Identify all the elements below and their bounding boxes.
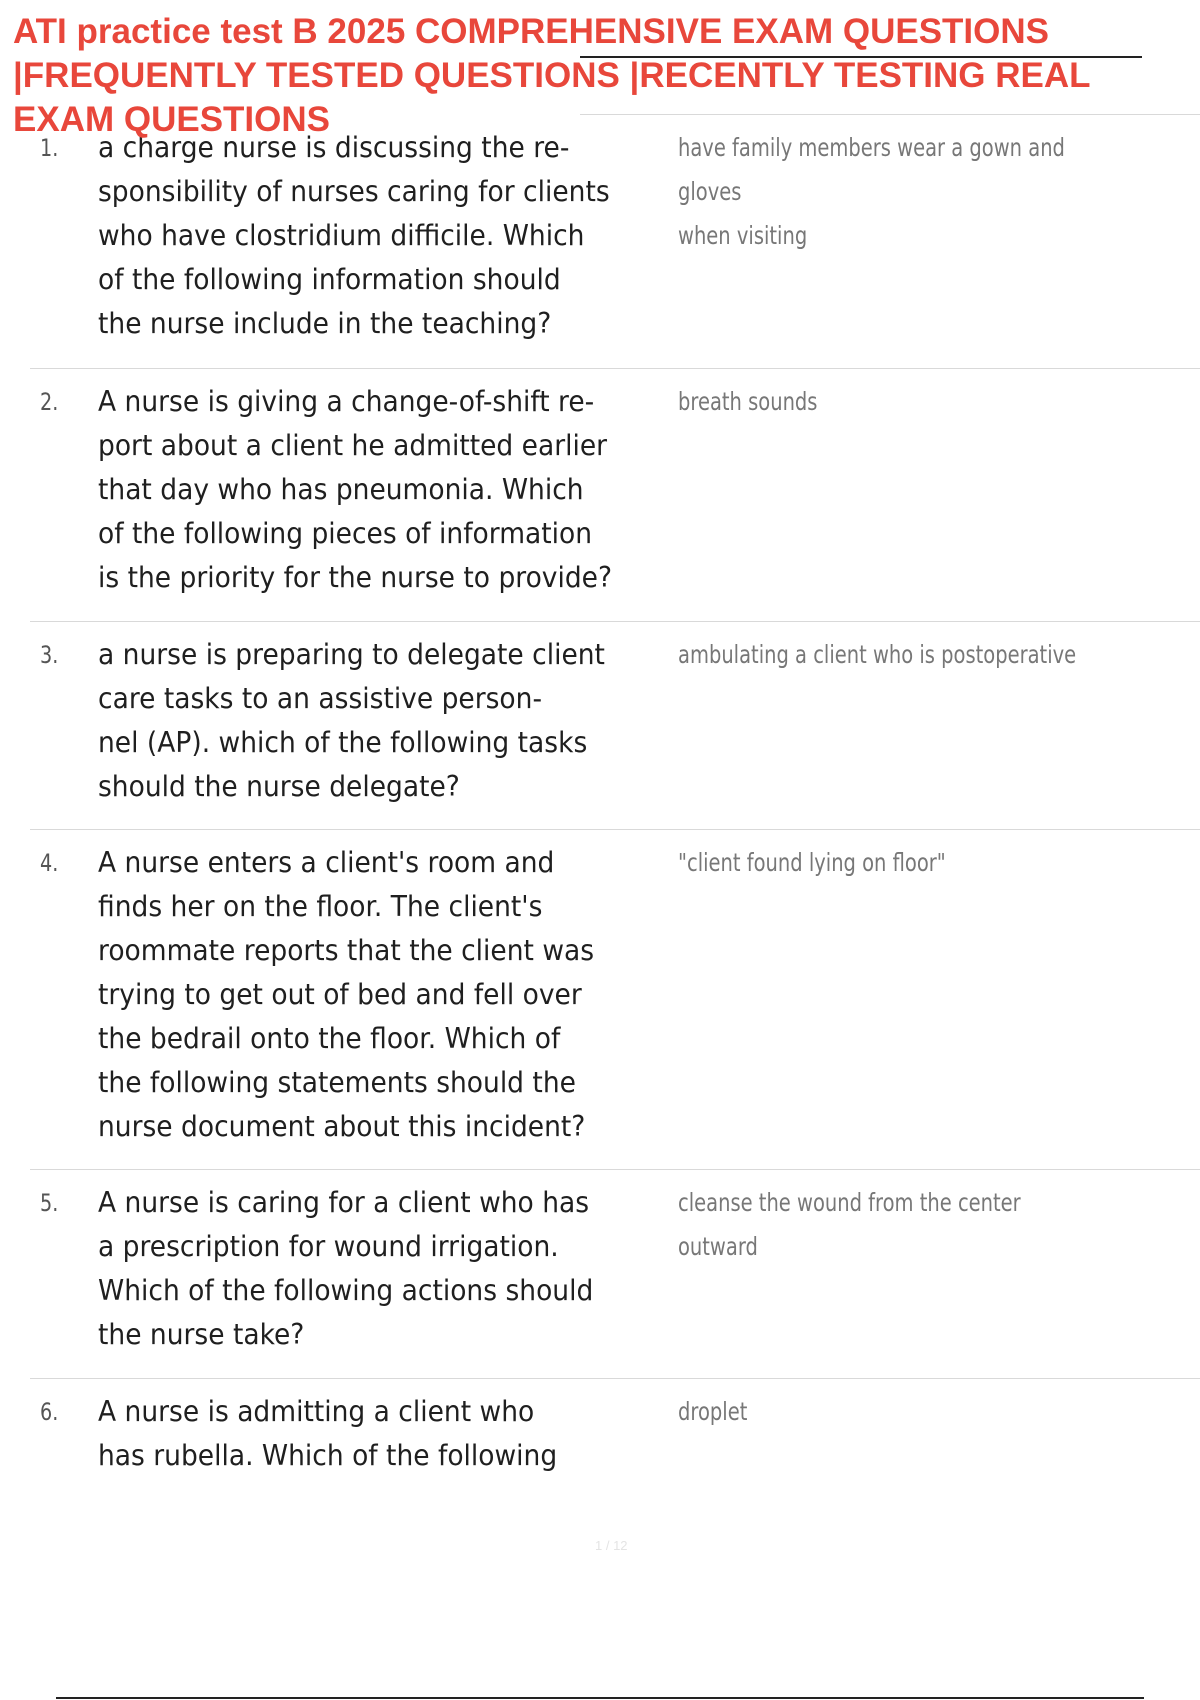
question-text: A nurse enters a client's room and finds her on the floor. The client's roommate reports that the client was trying to get out of bed and fell over the bedrail onto the floor. Which of the following statements should the nurse document about this incident? (98, 846, 595, 1143)
row-divider (30, 1169, 1200, 1170)
row-divider (30, 368, 1200, 369)
question-text: A nurse is caring for a client who has a prescription for wound irrigation. Which of the following actions should the nurse take? (98, 1186, 594, 1351)
question-number: 4. (40, 849, 59, 877)
page-number: 1 / 12 (595, 1538, 628, 1553)
row-divider (30, 829, 1200, 830)
question-text: A nurse is admitting a client who has rubella. Which of the following (98, 1395, 558, 1472)
answer-text: ambulating a client who is postoperative (678, 640, 1077, 669)
answer-text: breath sounds (678, 387, 818, 416)
row-divider (30, 1378, 1200, 1379)
question-number: 1. (40, 134, 59, 162)
footer-rule (56, 1697, 1144, 1699)
question-text: A nurse is giving a change-of-shift re- port about a client he admitted earlier that day who has pneumonia. Which of the following pieces of information is the priority for the nurse to provide? (98, 385, 613, 594)
question-number: 2. (40, 388, 59, 416)
question-text: a charge nurse is discussing the re- sponsibility of nurses caring for clients who have clostridium difficile. Which of the following information should the nurse include in the teaching? (98, 131, 610, 340)
document-title: ATI practice test B 2025 COMPREHENSIVE EXAM QUESTIONS |FREQUENTLY TESTED QUESTIONS |RECENTLY TESTING REAL EXAM QUESTIONS (13, 12, 1090, 139)
row-divider (30, 621, 1200, 622)
question-text: a nurse is preparing to delegate client care tasks to an assistive person- nel (AP). which of the following tasks should the nurse delegate? (98, 638, 605, 803)
answer-text: have family members wear a gown and gloves when visiting (678, 133, 1065, 250)
answer-text: droplet (678, 1397, 748, 1426)
answer-text: cleanse the wound from the center outward (678, 1188, 1021, 1261)
answer-text: "client found lying on floor" (678, 848, 946, 877)
question-number: 3. (40, 641, 59, 669)
question-number: 5. (40, 1189, 59, 1217)
question-number: 6. (40, 1398, 59, 1426)
